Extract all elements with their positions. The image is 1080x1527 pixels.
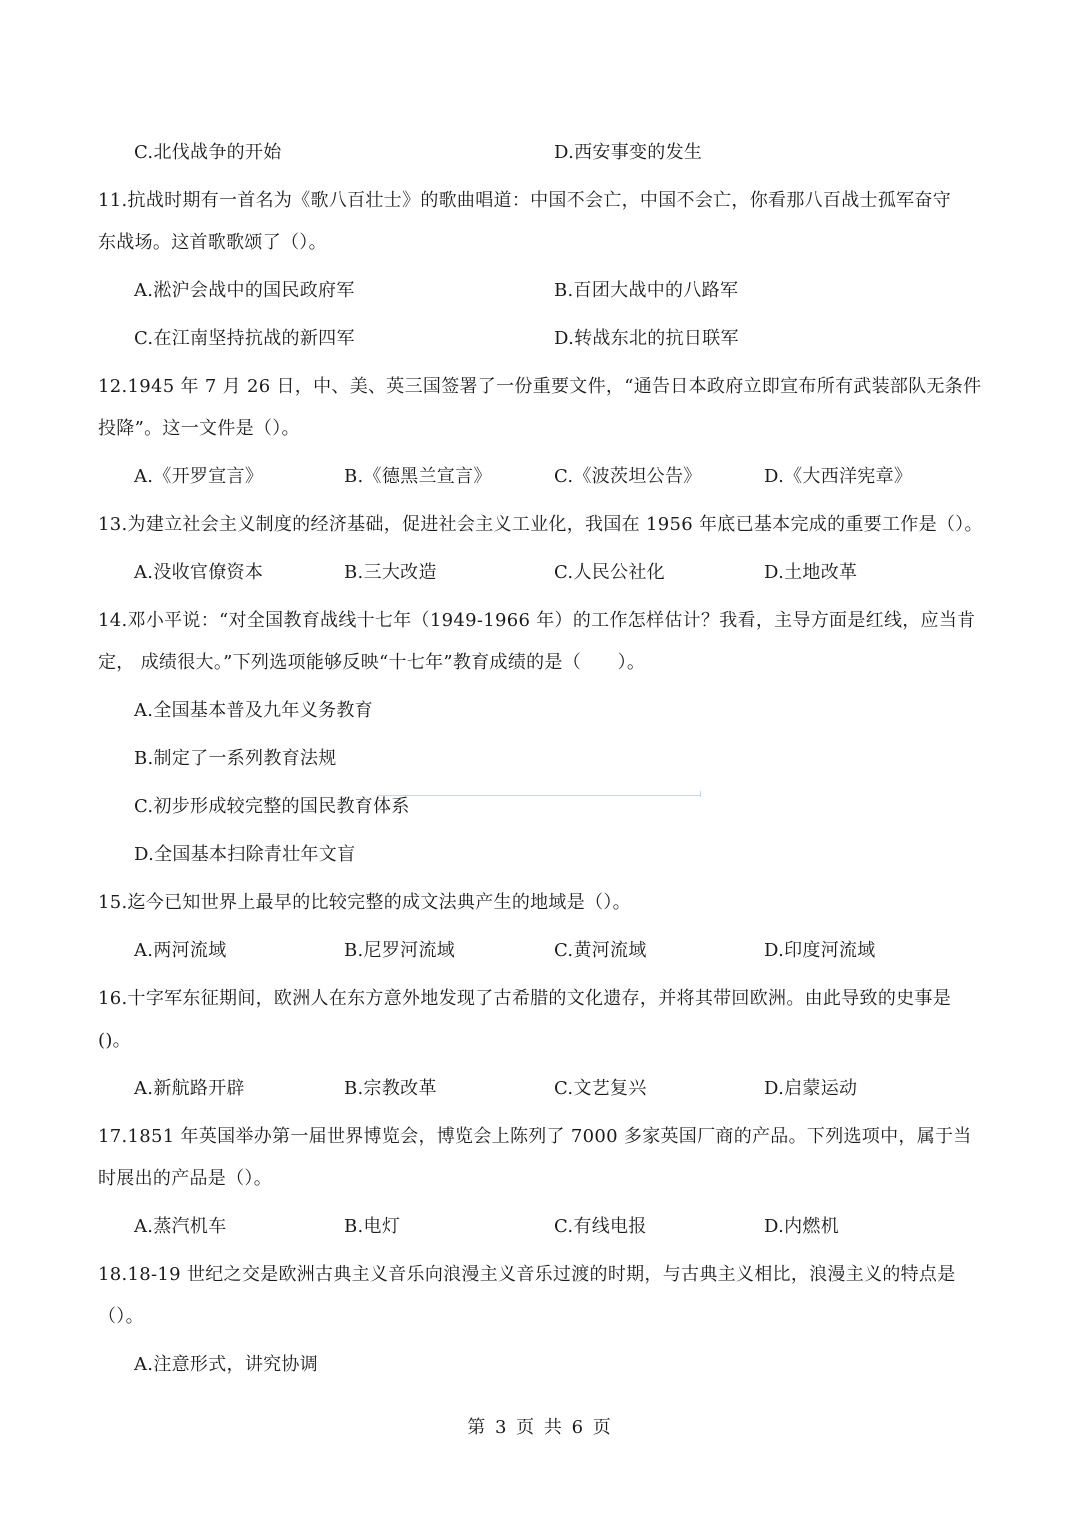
q11-option-a: A.淞沪会战中的国民政府军 xyxy=(134,280,355,301)
q17-option-a: A.蒸汽机车 xyxy=(134,1216,227,1237)
q17-option-c: C.有线电报 xyxy=(554,1216,647,1237)
q15-stem-line1: 15.迄今已知世界上最早的比较完整的成文法典产生的地域是（）。 xyxy=(98,892,631,913)
q13-stem-line1: 13.为建立社会主义制度的经济基础，促进社会主义工业化，我国在 1956 年底已基本完成的重要工作是（）。 xyxy=(98,514,983,535)
q14-stem-line2: 定， 成绩很大。”下列选项能够反映“十七年”教育成绩的是（ ）。 xyxy=(98,652,646,673)
q17-stem-line1: 17.1851 年英国举办第一届世界博览会，博览会上陈列了 7000 多家英国厂商的产品。下列选项中，属于当 xyxy=(98,1126,972,1147)
q14-option-b: B.制定了一系列教育法规 xyxy=(134,748,337,769)
q15-option-c: C.黄河流域 xyxy=(554,940,647,961)
q12-stem-line2: 投降”。这一文件是（）。 xyxy=(98,418,300,439)
q11-stem-line2: 东战场。这首歌歌颂了（）。 xyxy=(98,232,327,253)
q12-stem-line1: 12.1945 年 7 月 26 日，中、美、英三国签署了一份重要文件，“通告日本政府立即宣布所有武装部队无条件 xyxy=(98,376,982,397)
q12-option-b: B.《德黑兰宣言》 xyxy=(344,466,492,487)
page-number-footer: 第 3 页 共 6 页 xyxy=(467,1417,613,1438)
q15-option-a: A.两河流域 xyxy=(134,940,227,961)
q16-option-d: D.启蒙运动 xyxy=(764,1078,858,1099)
q16-option-b: B.宗教改革 xyxy=(344,1078,437,1099)
q13-option-b: B.三大改造 xyxy=(344,562,437,583)
q13-option-c: C.人民公社化 xyxy=(554,562,665,583)
q11-option-c: C.在江南坚持抗战的新四军 xyxy=(134,328,355,349)
q17-option-b: B.电灯 xyxy=(344,1216,401,1237)
q11-option-b: B.百团大战中的八路军 xyxy=(554,280,739,301)
q14-option-c: C.初步形成较完整的国民教育体系 xyxy=(134,796,410,817)
q10-option-c: C.北伐战争的开始 xyxy=(134,142,282,163)
q12-option-d: D.《大西洋宪章》 xyxy=(764,466,913,487)
q17-stem-line2: 时展出的产品是（）。 xyxy=(98,1168,272,1189)
q14-option-d: D.全国基本扫除青壮年文盲 xyxy=(134,844,356,865)
q16-option-c: C.文艺复兴 xyxy=(554,1078,647,1099)
q14-stem-line1: 14.邓小平说：“对全国教育战线十七年（1949-1966 年）的工作怎样估计？我看，主导方面是红线，应当肯 xyxy=(98,610,976,631)
q17-option-d: D.内燃机 xyxy=(764,1216,840,1237)
q16-stem-line1: 16.十字军东征期间，欧洲人在东方意外地发现了古希腊的文化遗存，并将其带回欧洲。由此导致的史事是 xyxy=(98,988,952,1009)
q11-stem-line1: 11.抗战时期有一首名为《歌八百壮士》的歌曲唱道：中国不会亡，中国不会亡，你看那八百战士孤军奋守 xyxy=(98,190,952,211)
q16-option-a: A.新航路开辟 xyxy=(134,1078,245,1099)
q12-option-c: C.《波茨坦公告》 xyxy=(554,466,702,487)
q13-option-a: A.没收官僚资本 xyxy=(134,562,264,583)
scan-artifact-line xyxy=(378,795,700,798)
q18-stem-line2: （）。 xyxy=(98,1306,144,1327)
q15-option-d: D.印度河流域 xyxy=(764,940,876,961)
q14-option-a: A.全国基本普及九年义务教育 xyxy=(134,700,373,721)
q10-option-d: D.西安事变的发生 xyxy=(554,142,703,163)
q15-option-b: B.尼罗河流域 xyxy=(344,940,456,961)
q12-option-a: A.《开罗宣言》 xyxy=(134,466,264,487)
q16-stem-line2: ()。 xyxy=(98,1030,131,1051)
q18-stem-line1: 18.18-19 世纪之交是欧洲古典主义音乐向浪漫主义音乐过渡的时期，与古典主义相比，浪漫主义的特点是 xyxy=(98,1264,956,1285)
scan-artifact-tick xyxy=(700,791,701,797)
q13-option-d: D.土地改革 xyxy=(764,562,858,583)
q18-option-a: A.注意形式，讲究协调 xyxy=(134,1354,319,1375)
q11-option-d: D.转战东北的抗日联军 xyxy=(554,328,739,349)
